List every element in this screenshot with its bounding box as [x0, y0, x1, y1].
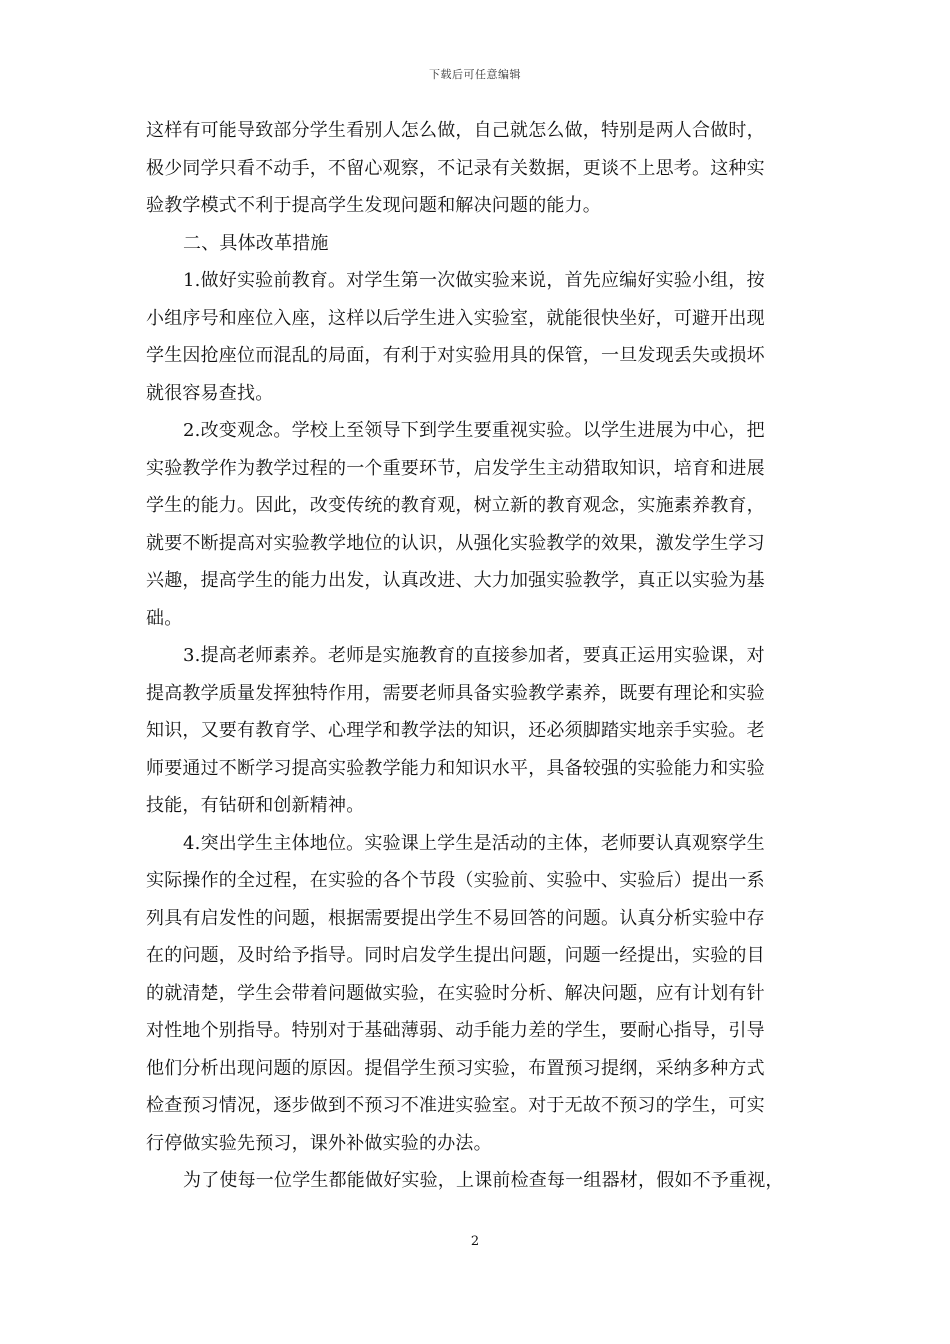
body-line: 的就清楚，学生会带着问题做实验，在实验时分析、解决问题，应有计划有针: [146, 982, 765, 1004]
paragraph-start-line: 3.提高老师素养。老师是实施教育的直接参加者，要真正运用实验课，对: [183, 645, 765, 666]
body-line: 小组序号和座位入座，这样以后学生进入实验室，就能很快坐好，可避开出现: [146, 307, 765, 329]
body-line: 兴趣，提高学生的能力出发，认真改进、大力加强实验教学，真正以实验为基: [146, 570, 765, 591]
body-line: 列具有启发性的问题，根据需要提出学生不易回答的问题。认真分析实验中存: [146, 907, 765, 929]
body-line: 他们分析出现问题的原因。提倡学生预习实验，布置预习提纲，采纳多种方式: [146, 1057, 765, 1079]
body-line: 这样有可能导致部分学生看别人怎么做，自己就怎么做，特别是两人合做时，: [146, 120, 765, 141]
body-line: 实验教学作为教学过程的一个重要环节，启发学生主动猎取知识，培育和进展: [146, 457, 765, 479]
body-line: 就很容易查找。: [146, 382, 274, 404]
body-line: 极少同学只看不动手，不留心观察，不记录有关数据，更谈不上思考。这种实: [146, 157, 765, 179]
body-line: 学生的能力。因此，改变传统的教育观，树立新的教育观念，实施素养教育，: [146, 495, 765, 516]
body-line: 学生因抢座位而混乱的局面，有利于对实验用具的保管，一旦发现丢失或损坏: [146, 345, 765, 366]
body-line: 行停做实验先预习，课外补做实验的办法。: [146, 1132, 492, 1154]
page-header: 下载后可任意编辑: [429, 68, 521, 81]
paragraph-start-line: 为了使每一位学生都能做好实验，上课前检查每一组器材，假如不予重视，: [183, 1170, 784, 1191]
paragraph-start-line: 4.突出学生主体地位。实验课上学生是活动的主体，老师要认真观察学生: [183, 832, 765, 854]
page-number: 2: [470, 1234, 480, 1249]
body-line: 技能，有钻研和创新精神。: [146, 795, 365, 816]
body-line: 在的问题，及时给予指导。同时启发学生提出问题，问题一经提出，实验的目: [146, 945, 765, 966]
body-line: 础。: [146, 607, 183, 629]
body-line: 师要通过不断学习提高实验教学能力和知识水平，具备较强的实验能力和实验: [146, 757, 765, 779]
body-line: 实际操作的全过程，在实验的各个节段（实验前、实验中、实验后）提出一系: [146, 870, 765, 891]
section-heading: 二、具体改革措施: [183, 232, 329, 254]
body-line: 知识，又要有教育学、心理学和教学法的知识，还必须脚踏实地亲手实验。老: [146, 720, 765, 741]
body-line: 提高教学质量发挥独特作用，需要老师具备实验教学素养，既要有理论和实验: [146, 682, 765, 704]
document-body: [146, 112, 806, 1200]
body-line: 验教学模式不利于提高学生发现问题和解决问题的能力。: [146, 195, 601, 216]
body-line: 就要不断提高对实验教学地位的认识，从强化实验教学的效果，激发学生学习: [146, 532, 765, 554]
paragraph-start-line: 2.改变观念。学校上至领导下到学生要重视实验。以学生进展为中心，把: [183, 420, 765, 441]
paragraph-start-line: 1.做好实验前教育。对学生第一次做实验来说，首先应编好实验小组，按: [183, 270, 765, 291]
body-line: 检查预习情况，逐步做到不预习不准进实验室。对于无故不预习的学生，可实: [146, 1095, 765, 1116]
body-line: 对性地个别指导。特别对于基础薄弱、动手能力差的学生，要耐心指导，引导: [146, 1020, 765, 1041]
